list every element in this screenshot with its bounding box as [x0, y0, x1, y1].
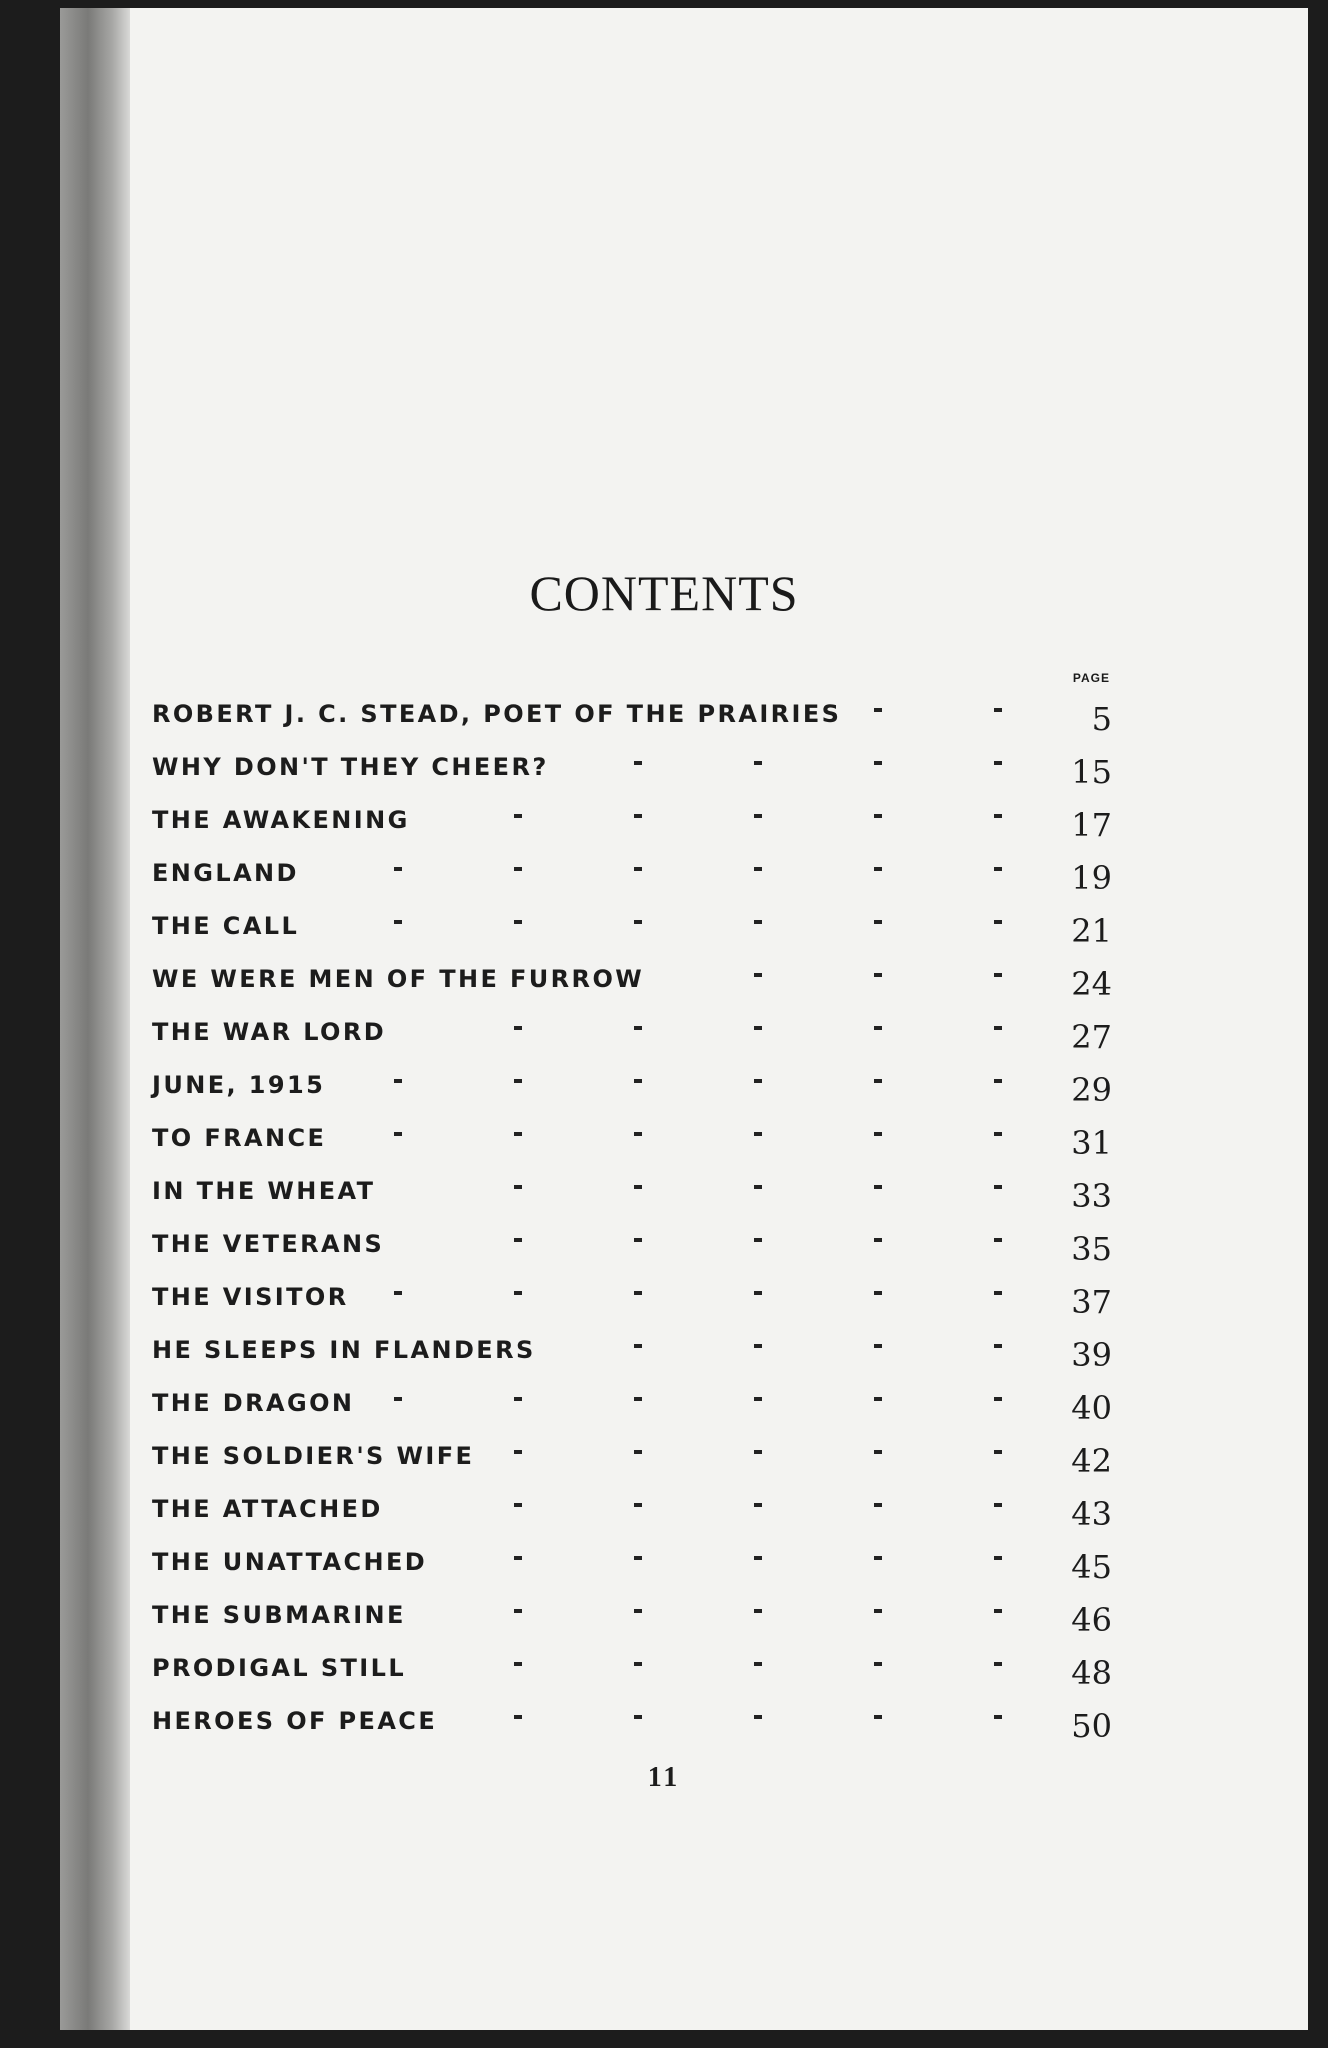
toc-entry-title: WHY DON'T THEY CHEER?: [152, 753, 549, 781]
leader-dash: [994, 920, 1002, 924]
leader-dash: [634, 1397, 642, 1401]
leader-dash: [634, 1185, 642, 1189]
leader-dash: [394, 1291, 402, 1295]
leader-dash: [754, 1291, 762, 1295]
leader-dash: [514, 867, 522, 871]
toc-entry-page: 45: [1071, 1548, 1112, 1586]
leader-dash: [994, 1132, 1002, 1136]
leader-dash: [514, 1556, 522, 1560]
leader-dash: [994, 1609, 1002, 1613]
toc-entry-page: 21: [1071, 912, 1112, 950]
leader-dash: [754, 814, 762, 818]
toc-entry: [152, 806, 1112, 846]
toc-entry: [152, 1654, 1112, 1694]
leader-dash: [634, 1503, 642, 1507]
leader-dash: [754, 1026, 762, 1030]
leader-dash: [874, 1397, 882, 1401]
toc-entry-page: 24: [1071, 965, 1112, 1003]
leader-dash: [874, 1450, 882, 1454]
leader-dash: [634, 920, 642, 924]
leader-dash: [634, 1662, 642, 1666]
toc-entry-title: TO FRANCE: [152, 1124, 327, 1152]
toc-entry: [152, 753, 1112, 793]
leader-dash: [514, 1079, 522, 1083]
toc-entry: [152, 965, 1112, 1005]
leader-dash: [994, 973, 1002, 977]
leader-dash: [394, 867, 402, 871]
toc-entry-title: HE SLEEPS IN FLANDERS: [152, 1336, 536, 1364]
leader-dash: [874, 1291, 882, 1295]
leader-dash: [634, 1715, 642, 1719]
leader-dash: [514, 1291, 522, 1295]
page-number: 11: [647, 1762, 681, 1793]
leader-dash: [514, 1132, 522, 1136]
leader-dash: [634, 1450, 642, 1454]
toc-entry-page: 48: [1071, 1654, 1112, 1692]
leader-dash: [634, 1344, 642, 1348]
toc-entry-title: WE WERE MEN OF THE FURROW: [152, 965, 645, 993]
toc-entry-page: 35: [1071, 1230, 1112, 1268]
leader-dash: [874, 814, 882, 818]
toc-entry-page: 17: [1071, 806, 1112, 844]
toc-entry: [152, 1707, 1112, 1747]
leader-dash: [754, 1238, 762, 1242]
leader-dash: [874, 1609, 882, 1613]
leader-dash: [634, 1026, 642, 1030]
toc-entry-page: 19: [1071, 859, 1112, 897]
leader-dash: [754, 1397, 762, 1401]
leader-dash: [874, 1132, 882, 1136]
toc-entry-page: 40: [1071, 1389, 1112, 1427]
toc-entry: [152, 1124, 1112, 1164]
toc-entry-page: 50: [1071, 1707, 1112, 1745]
leader-dash: [634, 1132, 642, 1136]
leader-dash: [874, 761, 882, 765]
toc-entry-title: HEROES OF PEACE: [152, 1707, 438, 1735]
toc-entry: [152, 700, 1112, 740]
toc-entry-title: THE AWAKENING: [152, 806, 410, 834]
leader-dash: [634, 1291, 642, 1295]
leader-dash: [994, 1715, 1002, 1719]
leader-dash: [874, 1715, 882, 1719]
leader-dash: [994, 814, 1002, 818]
leader-dash: [514, 1662, 522, 1666]
toc-entry: [152, 1283, 1112, 1323]
toc-entry: [152, 1442, 1112, 1482]
leader-dash: [394, 920, 402, 924]
toc-entry: [152, 912, 1112, 952]
leader-dash: [514, 814, 522, 818]
leader-dash: [994, 867, 1002, 871]
toc-entry-page: 33: [1071, 1177, 1112, 1215]
leader-dash: [874, 708, 882, 712]
leader-dash: [754, 1132, 762, 1136]
leader-dash: [754, 973, 762, 977]
leader-dash: [634, 1079, 642, 1083]
leader-dash: [634, 1609, 642, 1613]
leader-dash: [874, 867, 882, 871]
leader-dash: [514, 1503, 522, 1507]
toc-entry-page: 42: [1071, 1442, 1112, 1480]
toc-entry-title: THE UNATTACHED: [152, 1548, 428, 1576]
leader-dash: [994, 1238, 1002, 1242]
leader-dash: [874, 1344, 882, 1348]
leader-dash: [874, 1185, 882, 1189]
toc-entry-page: 43: [1071, 1495, 1112, 1533]
toc-entry-title: THE DRAGON: [152, 1389, 355, 1417]
toc-entry-title: THE WAR LORD: [152, 1018, 387, 1046]
leader-dash: [754, 1662, 762, 1666]
leader-dash: [994, 1079, 1002, 1083]
toc-entry-page: 31: [1071, 1124, 1112, 1162]
leader-dash: [394, 1397, 402, 1401]
toc-entry-title: THE SUBMARINE: [152, 1601, 406, 1629]
toc-entry-page: 5: [1091, 700, 1112, 738]
leader-dash: [994, 708, 1002, 712]
leader-dash: [874, 1238, 882, 1242]
toc-entry: [152, 1336, 1112, 1376]
leader-dash: [514, 1026, 522, 1030]
toc-entry-title: THE ATTACHED: [152, 1495, 383, 1523]
leader-dash: [754, 1079, 762, 1083]
leader-dash: [394, 1132, 402, 1136]
leader-dash: [994, 1344, 1002, 1348]
leader-dash: [874, 1662, 882, 1666]
toc-entry-page: 37: [1071, 1283, 1112, 1321]
leader-dash: [994, 1450, 1002, 1454]
toc-entry-title: IN THE WHEAT: [152, 1177, 376, 1205]
leader-dash: [874, 1556, 882, 1560]
toc-entry: [152, 1018, 1112, 1058]
leader-dash: [754, 867, 762, 871]
toc-entry: [152, 1230, 1112, 1270]
leader-dash: [634, 867, 642, 871]
leader-dash: [874, 920, 882, 924]
toc-entry-title: PRODIGAL STILL: [152, 1654, 407, 1682]
toc-entry-title: THE VETERANS: [152, 1230, 385, 1258]
leader-dash: [994, 1397, 1002, 1401]
leader-dash: [994, 1185, 1002, 1189]
leader-dash: [514, 1238, 522, 1242]
toc-entry-title: THE SOLDIER'S WIFE: [152, 1442, 475, 1470]
toc-entry: [152, 1495, 1112, 1535]
leader-dash: [754, 1450, 762, 1454]
leader-dash: [634, 814, 642, 818]
leader-dash: [394, 1079, 402, 1083]
leader-dash: [994, 1662, 1002, 1666]
leader-dash: [874, 1503, 882, 1507]
toc-entry-title: ENGLAND: [152, 859, 299, 887]
book-spine-edge: [60, 8, 130, 2030]
leader-dash: [514, 1715, 522, 1719]
toc-entry-title: THE VISITOR: [152, 1283, 349, 1311]
toc-entry: [152, 1177, 1112, 1217]
toc-entry: [152, 1601, 1112, 1641]
leader-dash: [994, 1556, 1002, 1560]
toc-entry-page: 15: [1071, 753, 1112, 791]
leader-dash: [754, 1185, 762, 1189]
toc-entry: [152, 859, 1112, 899]
toc-entry-page: 27: [1071, 1018, 1112, 1056]
toc-entry: [152, 1071, 1112, 1111]
toc-entry-title: JUNE, 1915: [152, 1071, 326, 1099]
leader-dash: [634, 1556, 642, 1560]
leader-dash: [874, 973, 882, 977]
leader-dash: [754, 1556, 762, 1560]
toc-entry-title: ROBERT J. C. STEAD, POET OF THE PRAIRIES: [152, 700, 842, 728]
leader-dash: [514, 1450, 522, 1454]
leader-dash: [754, 1344, 762, 1348]
leader-dash: [514, 920, 522, 924]
leader-dash: [994, 761, 1002, 765]
leader-dash: [634, 761, 642, 765]
leader-dash: [994, 1026, 1002, 1030]
leader-dash: [874, 1079, 882, 1083]
leader-dash: [514, 1185, 522, 1189]
toc-entry-page: 39: [1071, 1336, 1112, 1374]
page-title: CONTENTS: [529, 565, 799, 621]
page-column-header: PAGE: [1072, 671, 1110, 685]
leader-dash: [634, 1238, 642, 1242]
toc-entry-page: 46: [1071, 1601, 1112, 1639]
leader-dash: [874, 1026, 882, 1030]
leader-dash: [754, 1609, 762, 1613]
toc-entry-page: 29: [1071, 1071, 1112, 1109]
leader-dash: [754, 761, 762, 765]
leader-dash: [994, 1503, 1002, 1507]
leader-dash: [754, 1503, 762, 1507]
leader-dash: [514, 1397, 522, 1401]
toc-entry: [152, 1389, 1112, 1429]
toc-entry: [152, 1548, 1112, 1588]
leader-dash: [994, 1291, 1002, 1295]
toc-entry-title: THE CALL: [152, 912, 300, 940]
leader-dash: [754, 1715, 762, 1719]
leader-dash: [514, 1609, 522, 1613]
leader-dash: [754, 920, 762, 924]
